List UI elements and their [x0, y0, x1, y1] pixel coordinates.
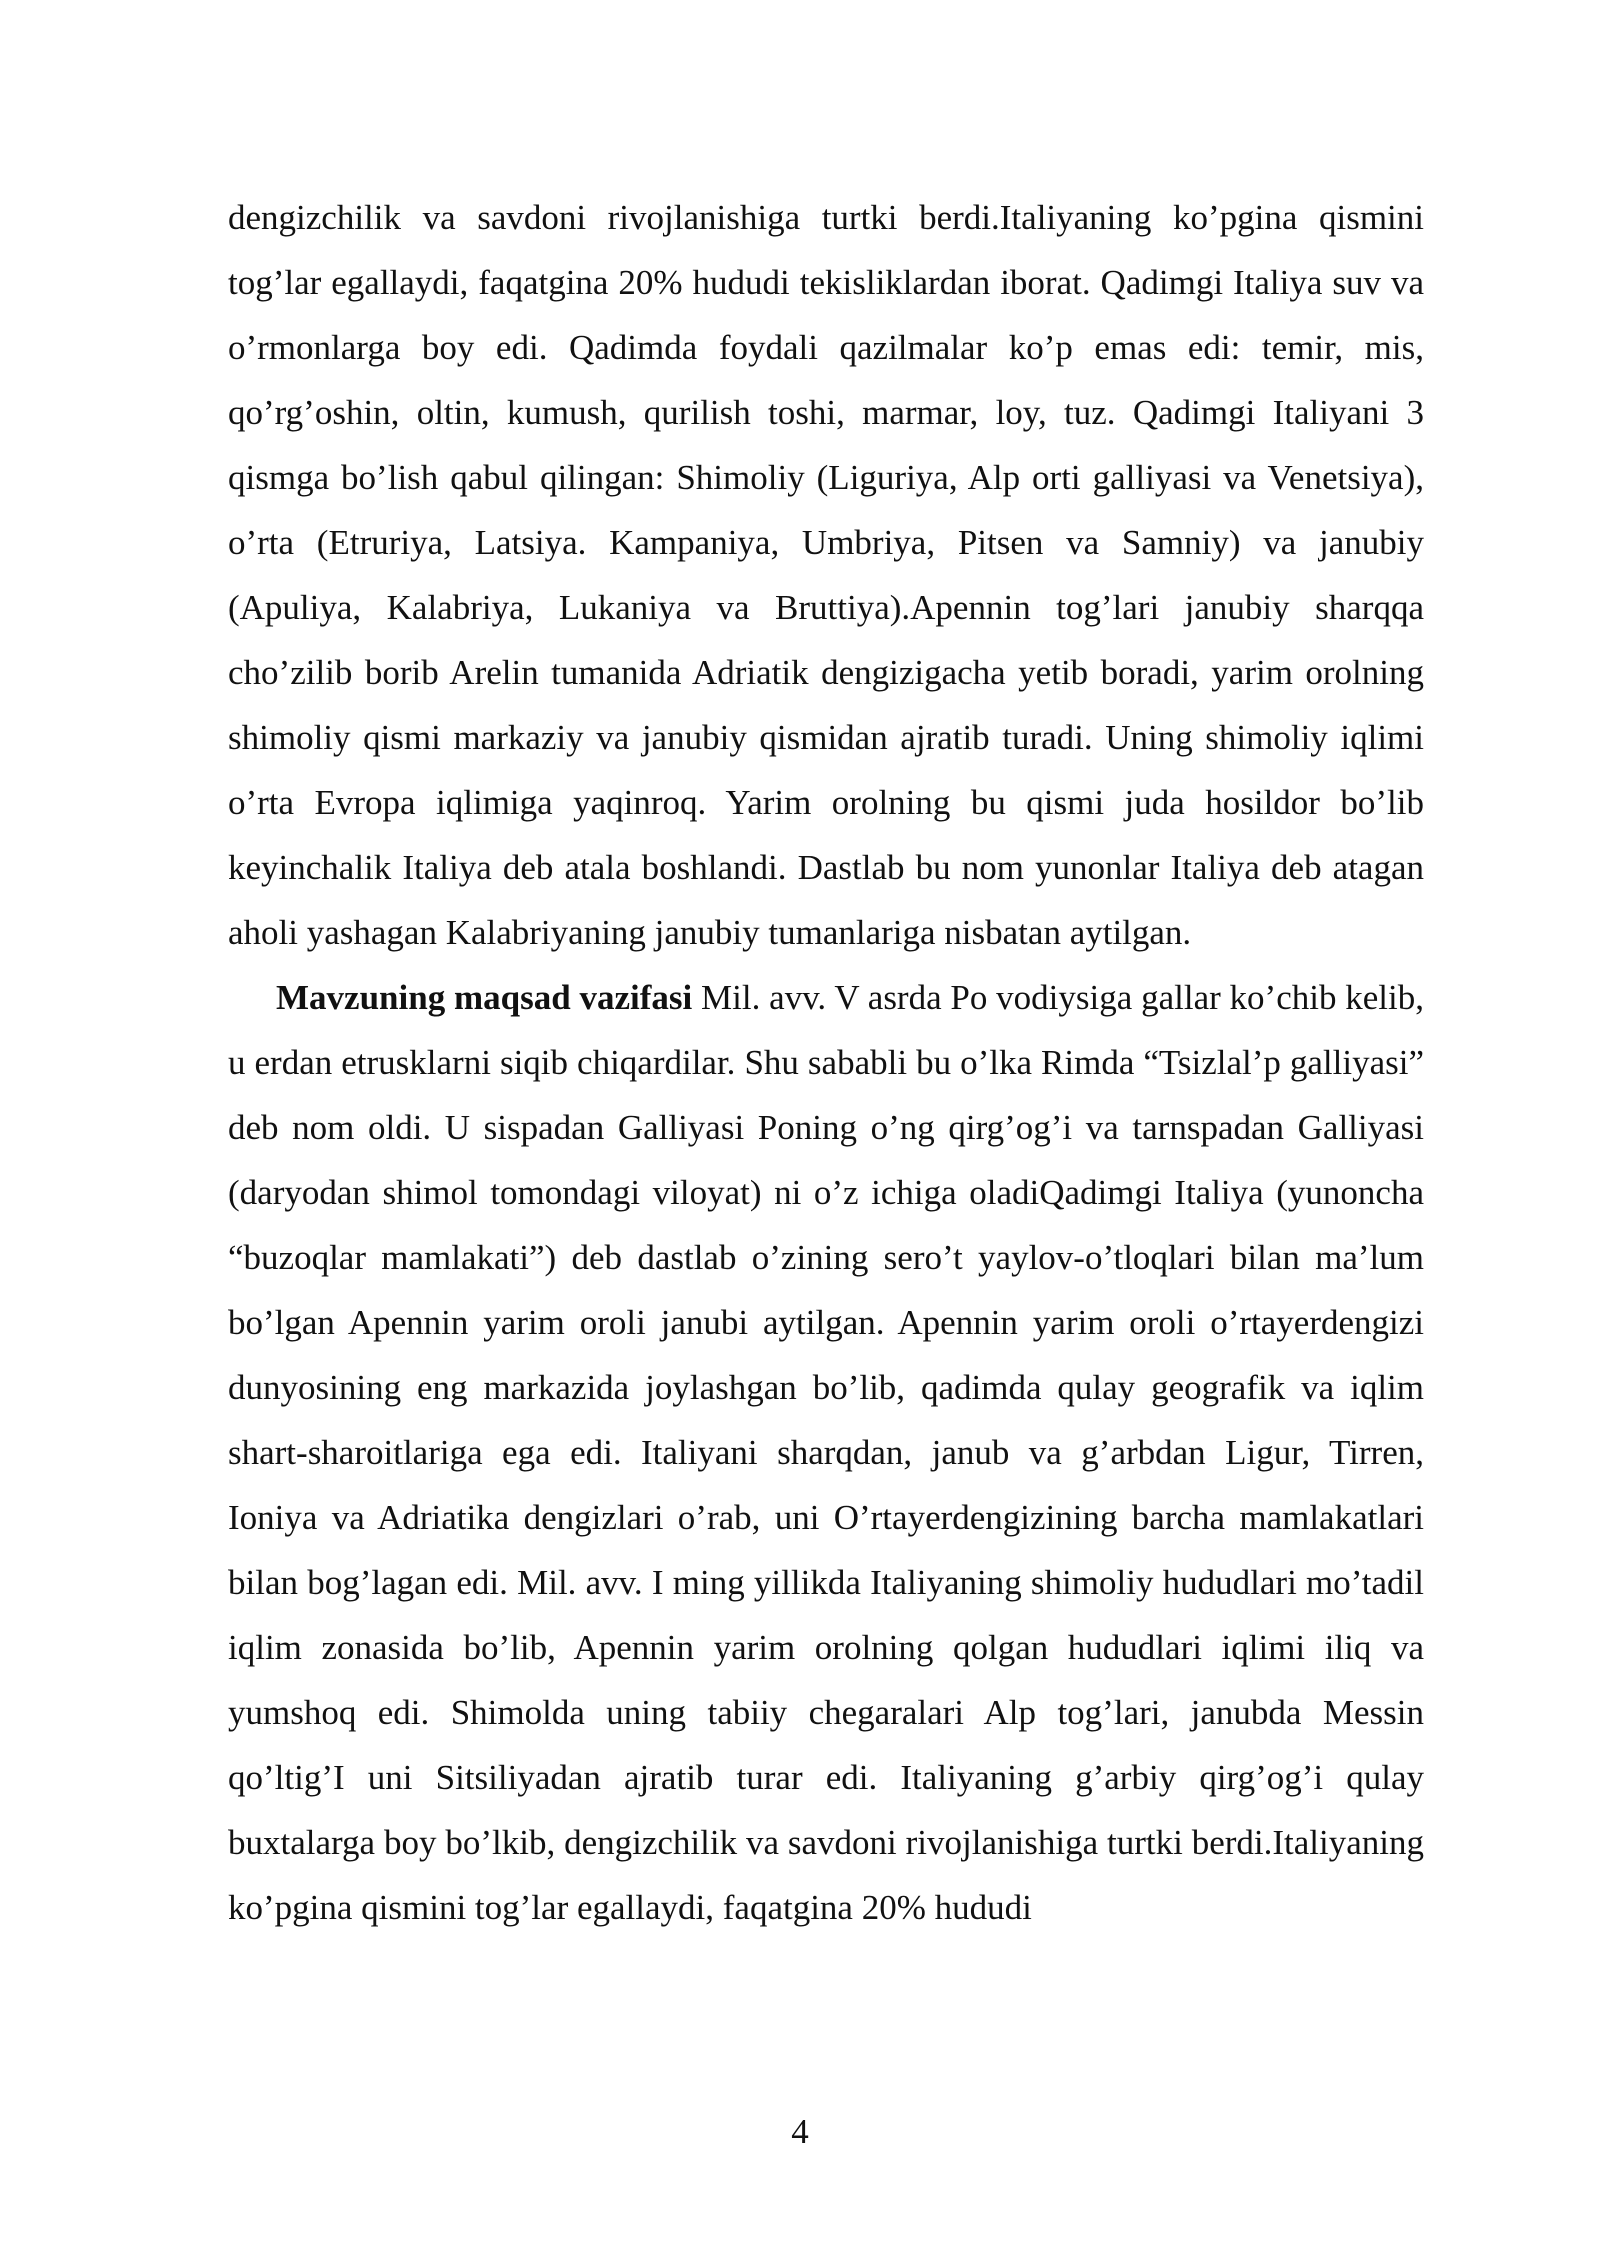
paragraph-2-text: Mil. avv. V asrda Po vodiysiga gallar ko’chib kelib, u erdan etrusklarni siqib chiqardilar. Shu sababli bu o’lka Rimda “Tsizlal’p galliyasi” deb nom oldi. U sispadan Galliyasi Poning o’ng qirg’og’i va tarnspadan Galliyasi (daryodan shimol tomondagi viloyat) ni o’z ichiga oladiQadimgi Italiya (yunoncha “buzoqlar mamlakati”) deb dastlab o’zining sero’t yaylov-o’tloqlari bilan ma’lum bo’lgan Apennin yarim oroli janubi aytilgan. Apennin yarim oroli o’rtayerdengizi dunyosining eng markazida joylashgan bo’lib, qadimda qulay geografik va iqlim shart-sharoitlariga ega edi. Italiyani sharqdan, janub va g’arbdan Ligur, Tirren, Ioniya va Adriatika dengizlari o’rab, uni O’rtayerdengizining barcha mamlakatlari bilan bog’lagan edi. Mil. avv. I ming yillikda Italiyaning shimoliy hududlari mo’tadil iqlim zonasida bo’lib, Apennin yarim orolning qolgan hududlari iqlimi iliq va yumshoq edi. Shimolda uning tabiiy chegaralari Alp tog’lari, janubda Messin qo’ltig’I uni Sitsiliyadan ajratib turar edi. Italiyaning g’arbiy qirg’og’i qulay buxtalarga boy bo’lkib, dengizchilik va savdoni rivojlanishiga turtki berdi.Italiyaning ko’pgina qismini tog’lar egallaydi, faqatgina 20% hududi	[228, 978, 1424, 1927]
paragraph-2	[228, 965, 1424, 1940]
section-heading: Mavzuning maqsad vazifasi	[276, 978, 693, 1017]
page-number: 4	[791, 2112, 809, 2151]
paragraph-1: dengizchilik va savdoni rivojlanishiga turtki berdi.Italiyaning ko’pgina qismini tog’lar egallaydi, faqatgina 20% hududi tekisliklardan iborat. Qadimgi Italiya suv va o’rmonlarga boy edi. Qadimda foydali qazilmalar ko’p emas edi: temir, mis, qo’rg’oshin, oltin, kumush, qurilish toshi, marmar, loy, tuz. Qadimgi Italiyani 3 qismga bo’lish qabul qilingan: Shimoliy (Liguriya, Alp orti galliyasi va Venetsiya), o’rta (Etruriya, Latsiya. Kampaniya, Umbriya, Pitsen va Samniy) va janubiy (Apuliya, Kalabriya, Lukaniya va Bruttiya).Apennin tog’lari janubiy sharqqa cho’zilib borib Arelin tumanida Adriatik dengizigacha yetib boradi, yarim orolning shimoliy qismi markaziy va janubiy qismidan ajratib turadi. Uning shimoliy iqlimi o’rta Evropa iqlimiga yaqinroq. Yarim orolning bu qismi juda hosildor bo’lib keyinchalik Italiya deb atala boshlandi. Dastlab bu nom yunonlar Italiya deb atagan aholi yashagan Kalabriyaning janubiy tumanlariga nisbatan aytilgan.	[228, 198, 1424, 952]
body-text	[228, 185, 1424, 1940]
